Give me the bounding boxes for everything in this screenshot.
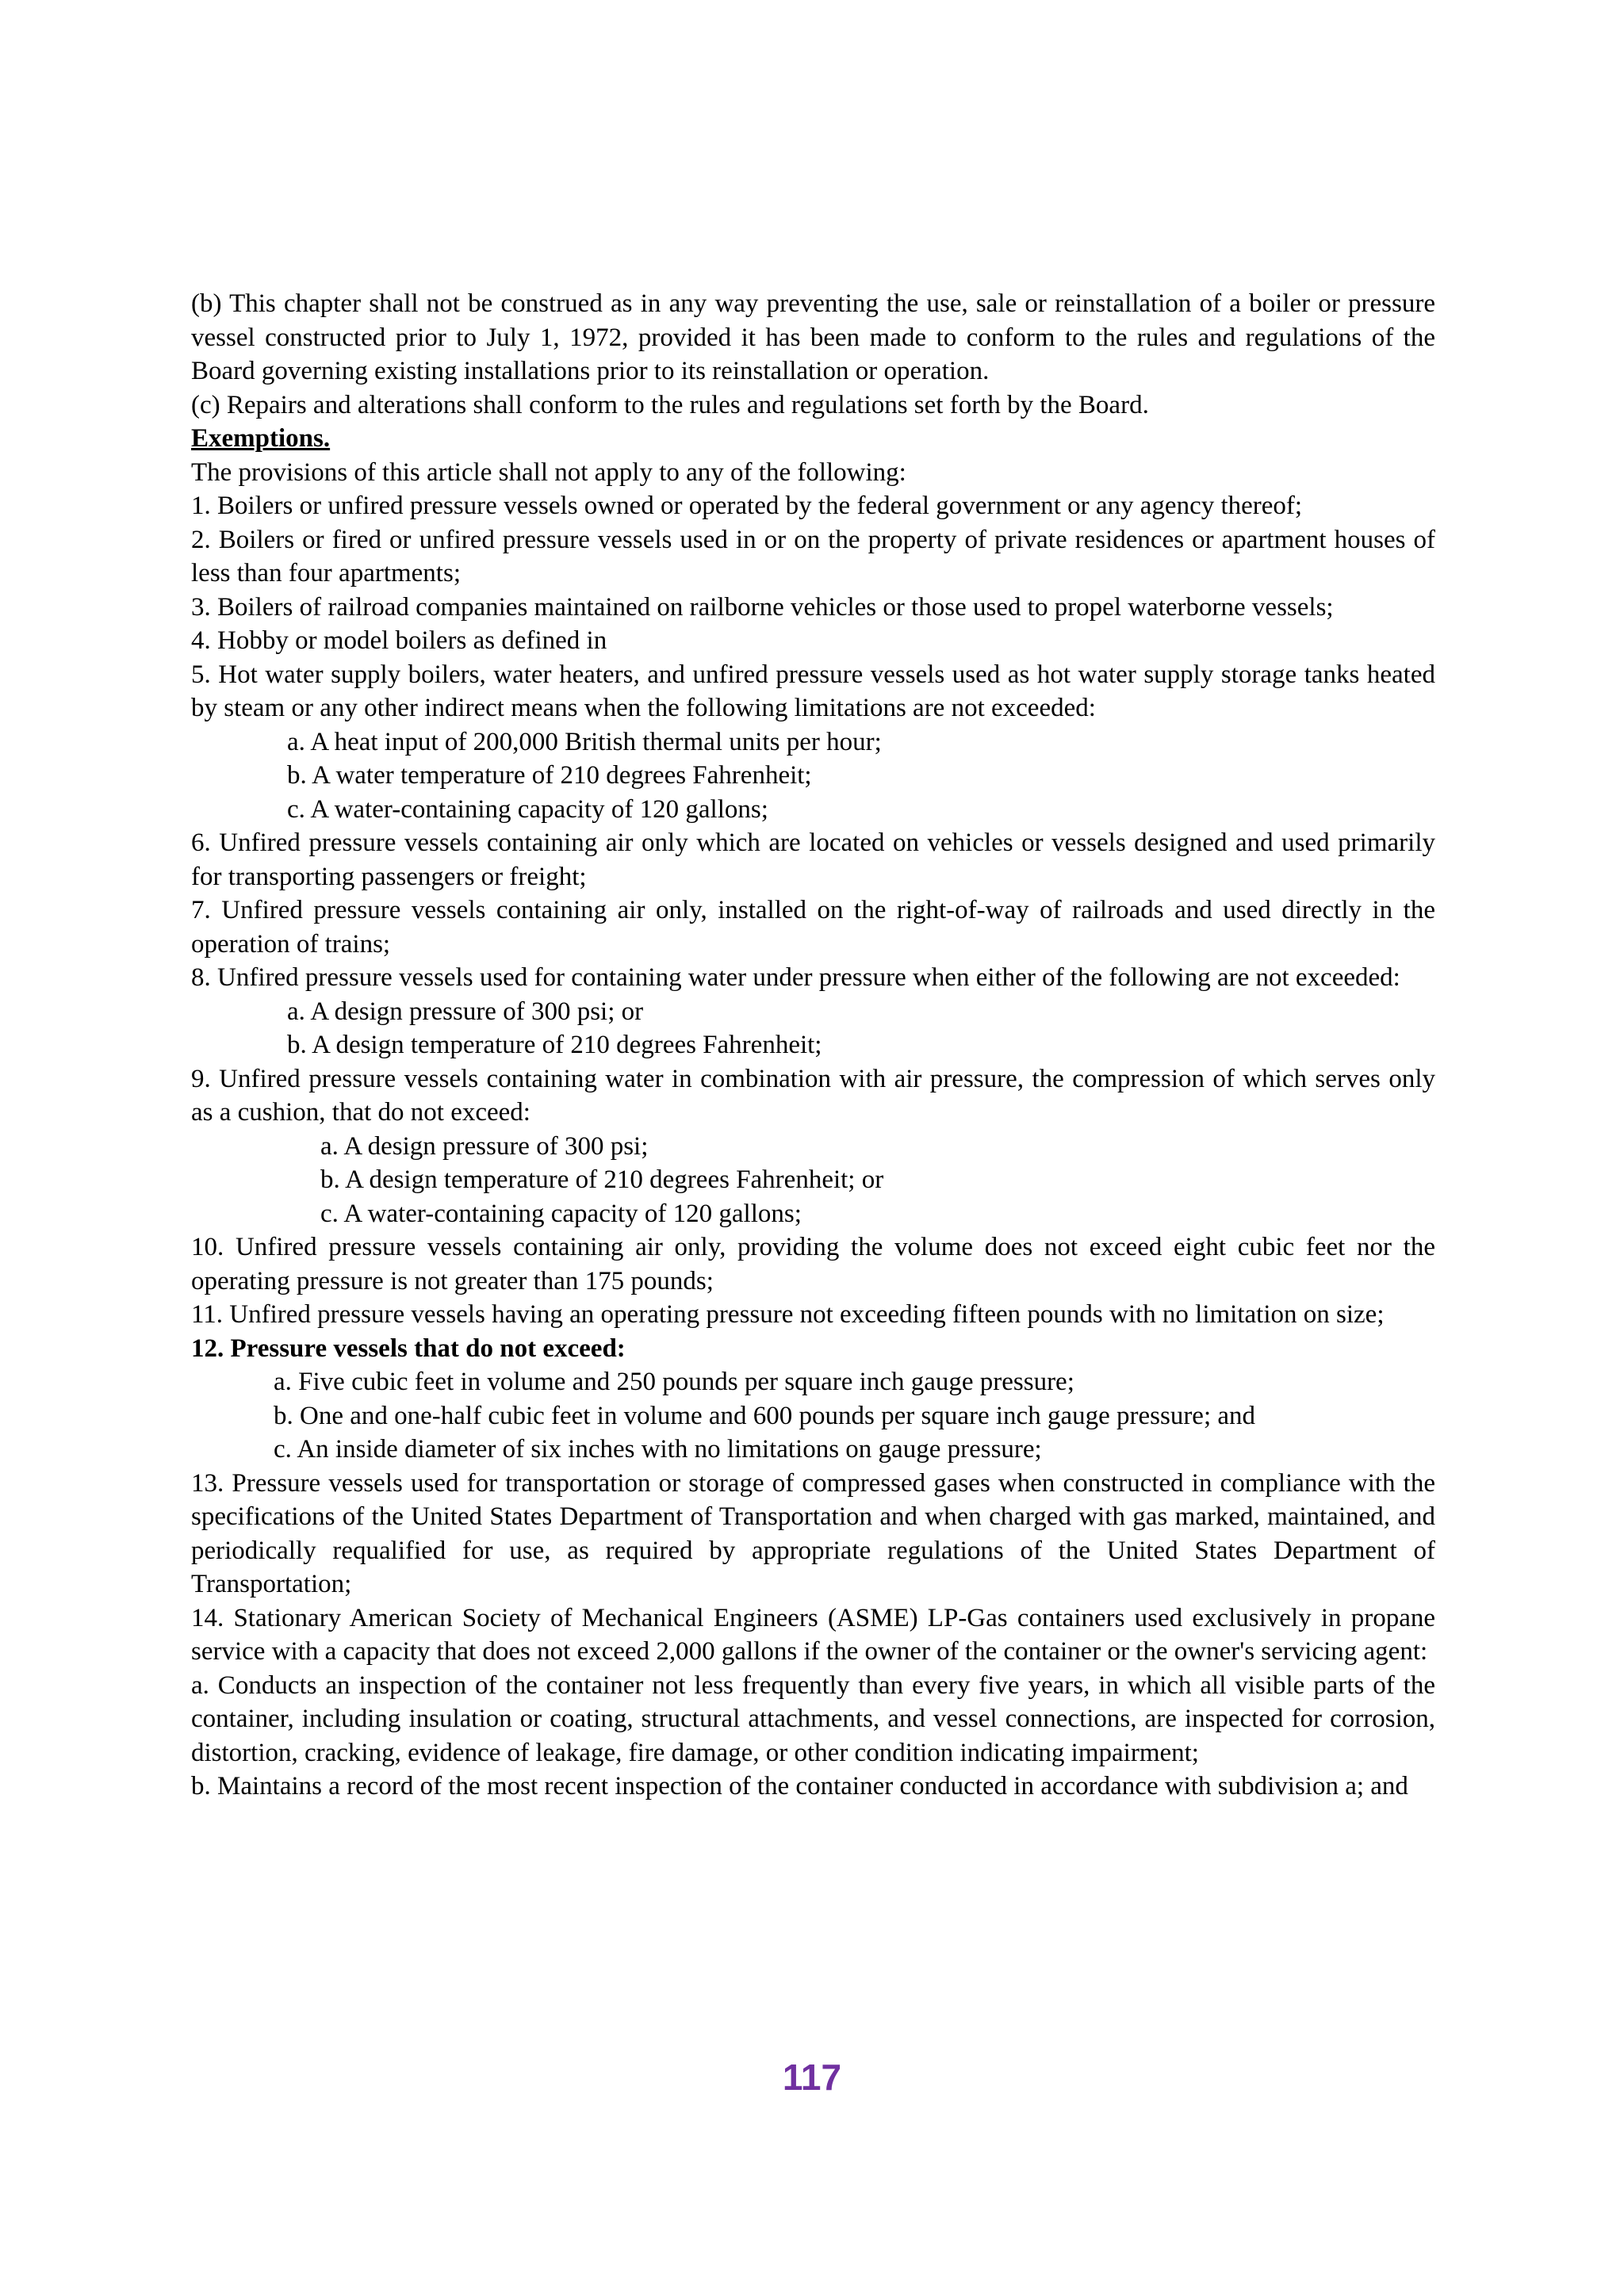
list-item-11: 11. Unfired pressure vessels having an operating pressure not exceeding fifteen pounds with no limitation on size; <box>191 1300 1385 1329</box>
list-item-13: 13. Pressure vessels used for transportation or storage of compressed gases when constructed in compliance with the specifications of the United States Department of Transportation and when charged with gas marked, maintained, and periodically requalified for use, as required by appropriate regulations of the United States Department of Transportation; <box>191 1468 1435 1598</box>
list-item-14b: b. Maintains a record of the most recent inspection of the container conducted in accordance with subdivision a; and <box>191 1772 1408 1800</box>
list-item-1: 1. Boilers or unfired pressure vessels owned or operated by the federal government or any agency thereof; <box>191 492 1303 520</box>
list-item-8: 8. Unfired pressure vessels used for containing water under pressure when either of the following are not exceeded: <box>191 963 1400 992</box>
list-item-10: 10. Unfired pressure vessels containing air only, providing the volume does not exceed eight cubic feet nor the operating pressure is not greater than 175 pounds; <box>191 1233 1435 1295</box>
list-item-9b: b. A design temperature of 210 degrees Fahrenheit; or <box>320 1165 884 1194</box>
section-heading-exemptions: Exemptions. <box>191 424 331 453</box>
list-item-9: 9. Unfired pressure vessels containing water in combination with air pressure, the compression of which serves only as a cushion, that do not exceed: <box>191 1064 1435 1127</box>
list-item-9a: a. A design pressure of 300 psi; <box>320 1131 649 1161</box>
list-item-5: 5. Hot water supply boilers, water heaters, and unfired pressure vessels used as hot water supply storage tanks heated by steam or any other indirect means when the following limitations are not exceeded: <box>191 660 1435 722</box>
list-item-8b: b. A design temperature of 210 degrees Fahrenheit; <box>287 1031 822 1059</box>
list-item-6: 6. Unfired pressure vessels containing air only which are located on vehicles or vessels designed and used primarily for transporting passengers or freight; <box>191 828 1435 891</box>
list-item-2: 2. Boilers or fired or unfired pressure vessels used in or on the property of private residences or apartment houses of less than four apartments; <box>191 525 1435 587</box>
list-item-5b: b. A water temperature of 210 degrees Fahrenheit; <box>287 761 812 790</box>
list-item-7: 7. Unfired pressure vessels containing air only, installed on the right-of-way of railroads and used directly in the operation of trains; <box>191 896 1435 959</box>
list-item-12a: a. Five cubic feet in volume and 250 pounds per square inch gauge pressure; <box>274 1368 1074 1396</box>
list-item-14a: a. Conducts an inspection of the container not less frequently than every five years, in which all visible parts of the container, including insulation or coating, structural attachments, and vessel connections, are inspected for corrosion, distortion, cracking, evidence of leakage, fire damage, or other condition indicating impairment; <box>191 1670 1435 1767</box>
list-item-12b: b. One and one-half cubic feet in volume and 600 pounds per square inch gauge pressure; and <box>274 1401 1256 1430</box>
list-item-5a: a. A heat input of 200,000 British thermal units per hour; <box>287 727 882 756</box>
list-item-3: 3. Boilers of railroad companies maintained on railborne vehicles or those used to propel waterborne vessels; <box>191 592 1334 622</box>
list-item-9c: c. A water-containing capacity of 120 gallons; <box>320 1199 802 1228</box>
list-item-4: 4. Hobby or model boilers as defined in <box>191 626 607 655</box>
list-item-12: 12. Pressure vessels that do not exceed: <box>191 1334 626 1363</box>
paragraph-c: (c) Repairs and alterations shall conform to the rules and regulations set forth by the Board. <box>191 390 1149 419</box>
list-item-12c: c. An inside diameter of six inches with no limitations on gauge pressure; <box>274 1435 1042 1464</box>
document-body <box>191 287 1435 1804</box>
list-item-14: 14. Stationary American Society of Mechanical Engineers (ASME) LP-Gas containers used exclusively in propane service with a capacity that does not exceed 2,000 gallons if the owner of the container or the owner's servicing agent: <box>191 1603 1435 1666</box>
paragraph-b: (b) This chapter shall not be construed as in any way preventing the use, sale or reinstallation of a boiler or pressure vessel constructed prior to July 1, 1972, provided it has been made to conform to the rules and regulations of the Board governing existing installations prior to its reinstallation or operation. <box>191 289 1435 385</box>
exemptions-intro: The provisions of this article shall not apply to any of the following: <box>191 457 906 487</box>
list-item-8a: a. A design pressure of 300 psi; or <box>287 997 644 1026</box>
page-number: 117 <box>782 2057 842 2098</box>
list-item-5c: c. A water-containing capacity of 120 gallons; <box>287 794 768 824</box>
